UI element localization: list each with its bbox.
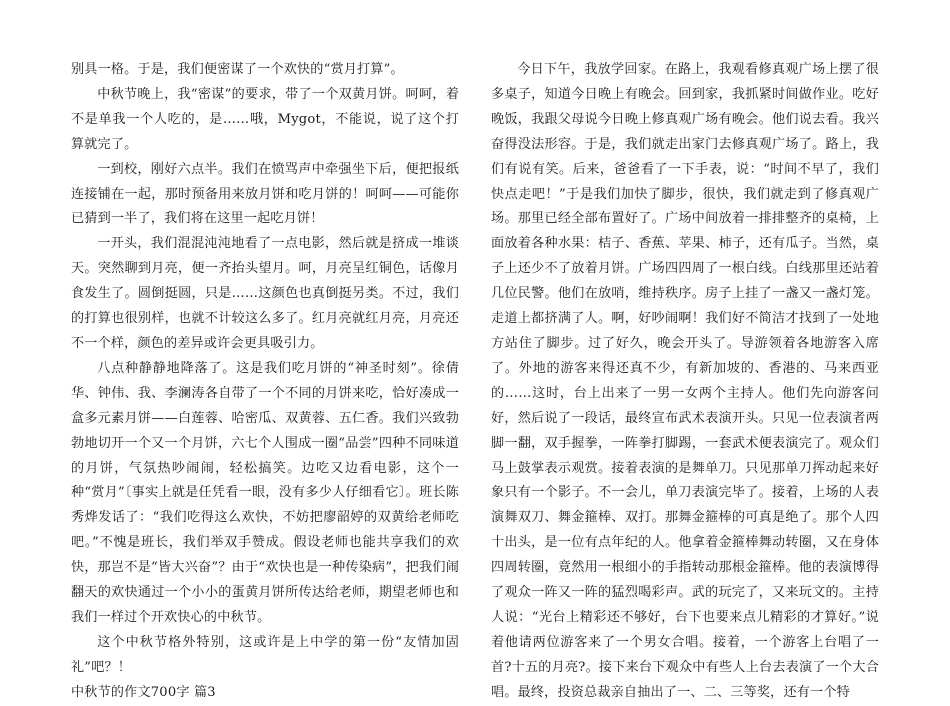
paragraph: 今日下午，我放学回家。在路上，我观看修真观广场上摆了很多桌子，知道今日晚上有晚会。回到家，我抓紧时间做作业。吃好晚饭，我跟父母说今日晚上修真观广场有晚会。他们说去看。我兴奋得没法形容。于是，我们就走出家门去修真观广场了。路上，我们有说有笑。后来，爸爸看了一下手表，说：“时间不早了，我们快点走吧！”于是我们加快了脚步，很快，我们就走到了修真观广场。那里已经全部布置好了。广场中间放着一排排整齐的桌椅，上面放着各种水果：桔子、香蕉、苹果、柿子，还有瓜子。当然，桌子上还少不了放着月饼。广场四四周了一根白线。白线那里还站着几位民警。他们在放哨，维持秩序。房子上挂了一盏又一盏灯笼。走道上都挤满了人。啊，好吵闹啊！我们好不简洁才找到了一处地方站住了脚步。过了好久，晚会开头了。导游领着各地游客入席了。外地的游客来得还真不少，有新加坡的、香港的、马来西亚的……这时，台上出来了一男一女两个主持人。他们先向游客问好，然后说了一段话，最终宣布武术表演开头。只见一位表演者两脚一翻，双手握拳，一阵拳打脚踢，一套武术便表演完了。观众们马上鼓掌表示观赏。接着表演的是舞单刀。只见那单刀挥动起来好象只有一个影子。不一会儿，单刀表演完毕了。接着，上场的人表演舞双刀、舞金箍棒、双打。那舞金箍棒的可真是绝了。那个人四十出头，是一位有点年纪的人。他拿着金箍棒舞动转圈，又在身体四周转圈，竟然用一根细小的手指转动那根金箍棒。他的表演博得了观众一阵又一阵的猛烈喝彩声。武的玩完了，又来玩文的。主持人说：“光台上精彩还不够好，台下也要来点儿精彩的才算好。”说着他请两位游客来了一个男女合唱。接着，一个游客上台唱了一首?十五的月亮?。接下来台下观众中有些人上台去表演了一个大合唱。最终，投资总裁亲自抽出了一、二、三等奖，还有一个特	[491, 62, 879, 700]
paragraph-continuation: 别具一格。于是，我们便密谋了一个欢快的“赏月打算”。	[71, 62, 404, 77]
left-column	[71, 58, 459, 706]
paragraph: 一开头，我们混混沌沌地看了一点电影，然后就是挤成一堆谈天。突然聊到月亮，便一齐抬头望月。呵，月亮呈红铜色，话像月食发生了。圆倒挺圆，只是……这颜色也真倒挺另类。不过，我们的打算也很别样，也就不计较这么多了。红月亮就红月亮，月亮还不一个样，颜色的差异或许会更具吸引力。	[71, 236, 459, 351]
paragraph: 这个中秋节格外特别，这或许是上中学的第一份“友情加固礼”吧？！	[71, 634, 459, 675]
right-column	[491, 58, 879, 706]
paragraph: 一到校，刚好六点半。我们在愤骂声中牵强坐下后，便把报纸连接铺在一起，那时预备用来放月饼和吃月饼的！呵呵——可能你已猜到一半了，我们将在这里一起吃月饼！	[71, 161, 459, 227]
section-heading: 中秋节的作文700字 篇3	[71, 684, 216, 700]
paragraph: 八点种静静地降落了。这是我们吃月饼的“神圣时刻”。徐倩华、钟伟、我、李澜涛各自带了一个不同的月饼来吃，恰好凑成一盒多元素月饼——白莲蓉、哈密瓜、双黄蓉、五仁香。我们兴致勃勃地切开一个又一个月饼，六七个人围成一圈“品尝”四种不同味道的月饼，气氛热吵闹闹，轻松搞笑。边吃又边看电影，这个一种“赏月”〔事实上就是任凭看一眼，没有多少人仔细看它〕。班长陈秀烨发话了：“我们吃得这么欢快，不妨把廖韶婷的双黄给老师吃吧。”不愧是班长，我们举双手赞成。假设老师也能共享我们的欢快，那岂不是“皆大兴奋”？由于“欢快也是一种传染病”，把我们闹翻天的欢快通过一个小小的蛋黄月饼所传达给老师，期望老师也和我们一样过个开欢快心的中秋节。	[71, 360, 459, 625]
paragraph: 中秋节晚上，我“密谋”的要求，带了一个双黄月饼。呵呵，着不是单我一个人吃的，是……哦，Mygot，不能说，说了这个打算就完了。	[71, 86, 459, 152]
